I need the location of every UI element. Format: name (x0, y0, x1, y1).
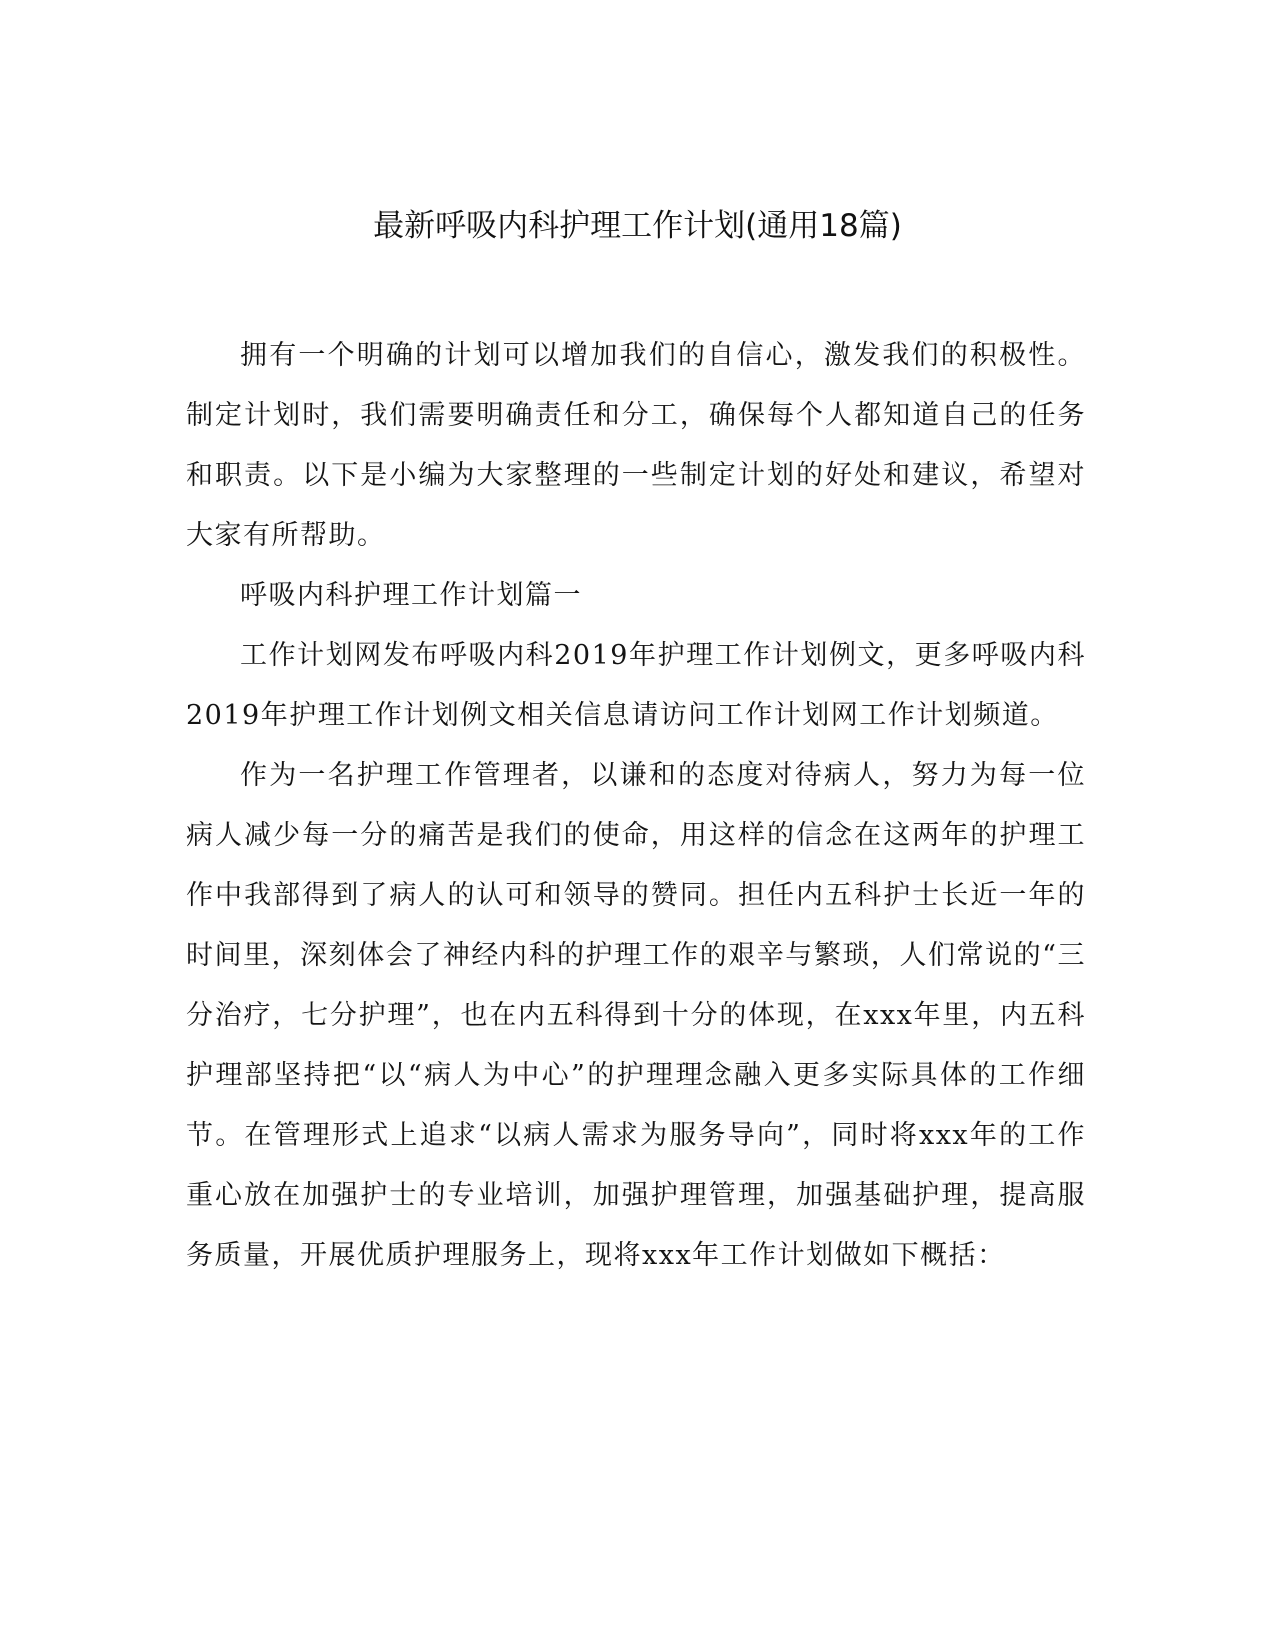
document-title: 最新呼吸内科护理工作计划(通用18篇) (373, 208, 902, 244)
document-body (186, 326, 1086, 1286)
intro-paragraph: 拥有一个明确的计划可以增加我们的自信心，激发我们的积极性。制定计划时，我们需要明确责任和分工，确保每个人都知道自己的任务和职责。以下是小编为大家整理的一些制定计划的好处和建议，希望对大家有所帮助。 (186, 340, 1086, 551)
body-paragraph: 作为一名护理工作管理者，以谦和的态度对待病人，努力为每一位病人减少每一分的痛苦是我们的使命，用这样的信念在这两年的护理工作中我部得到了病人的认可和领导的赞同。担任内五科护士长近一年的时间里，深刻体会了神经内科的护理工作的艰辛与繁琐，人们常说的“三分治疗，七分护理”，也在内五科得到十分的体现，在xxx年里，内五科护理部坚持把“以“病人为中心”的护理理念融入更多实际具体的工作细节。在管理形式上追求“以病人需求为服务导向”，同时将xxx年的工作重心放在加强护士的专业培训，加强护理管理，加强基础护理，提高服务质量，开展优质护理服务上，现将xxx年工作计划做如下概括： (186, 760, 1086, 1271)
section-heading: 呼吸内科护理工作计划篇一 (240, 580, 582, 611)
body-paragraph: 工作计划网发布呼吸内科2019年护理工作计划例文，更多呼吸内科2019年护理工作计划例文相关信息请访问工作计划网工作计划频道。 (186, 640, 1086, 731)
